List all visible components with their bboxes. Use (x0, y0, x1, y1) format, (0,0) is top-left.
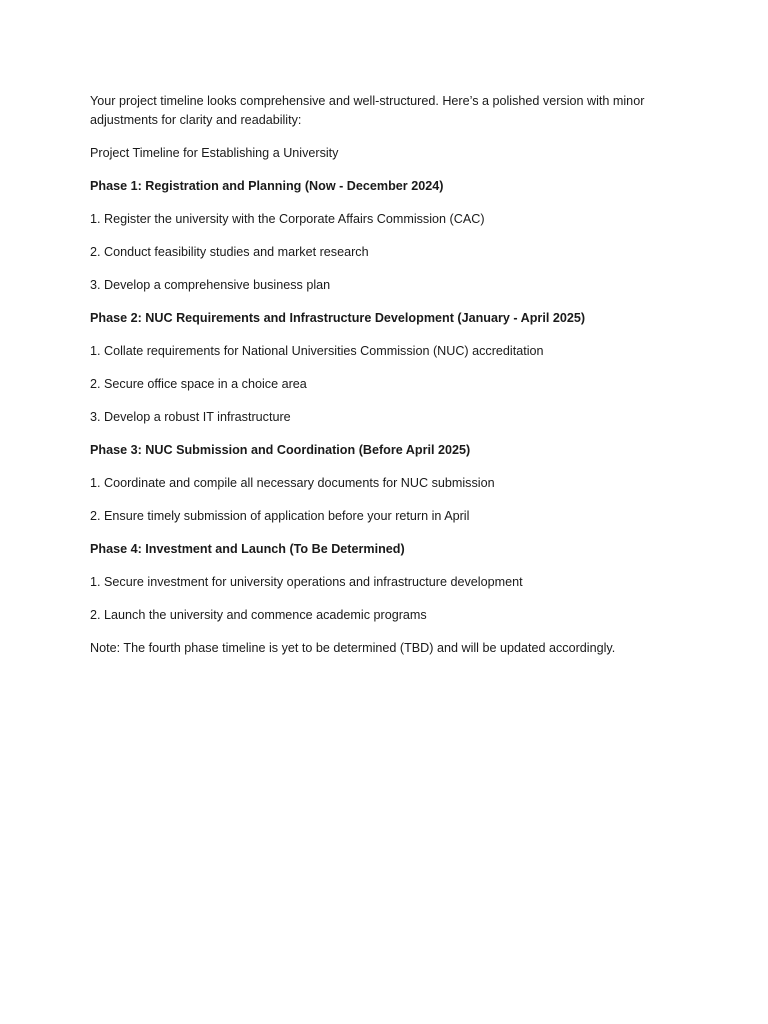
phase-3-heading: Phase 3: NUC Submission and Coordination (Before April 2025) (90, 443, 471, 457)
phase-1-item: 1. Register the university with the Corporate Affairs Commission (CAC) (90, 212, 485, 226)
phase-4-item: 2. Launch the university and commence academic programs (90, 608, 427, 622)
phase-2-item: 3. Develop a robust IT infrastructure (90, 410, 291, 424)
phase-4-heading: Phase 4: Investment and Launch (To Be Determined) (90, 542, 405, 556)
intro-paragraph: Your project timeline looks comprehensive and well-structured. Here’s a polished version with minor adjustments for clarity and readability: (90, 94, 645, 127)
phase-3-item: 2. Ensure timely submission of application before your return in April (90, 509, 470, 523)
phase-1-heading: Phase 1: Registration and Planning (Now - December 2024) (90, 179, 444, 193)
phase-2-item: 1. Collate requirements for National Universities Commission (NUC) accreditation (90, 344, 544, 358)
note-paragraph: Note: The fourth phase timeline is yet to be determined (TBD) and will be updated accordingly. (90, 641, 616, 655)
phase-2-item: 2. Secure office space in a choice area (90, 377, 307, 391)
phase-2-heading: Phase 2: NUC Requirements and Infrastructure Development (January - April 2025) (90, 311, 586, 325)
phase-3-item: 1. Coordinate and compile all necessary documents for NUC submission (90, 476, 495, 490)
phase-4-item: 1. Secure investment for university operations and infrastructure development (90, 575, 523, 589)
phase-1-item: 3. Develop a comprehensive business plan (90, 278, 331, 292)
document-body (90, 92, 680, 658)
document-title: Project Timeline for Establishing a University (90, 146, 339, 160)
phase-1-item: 2. Conduct feasibility studies and market research (90, 245, 369, 259)
